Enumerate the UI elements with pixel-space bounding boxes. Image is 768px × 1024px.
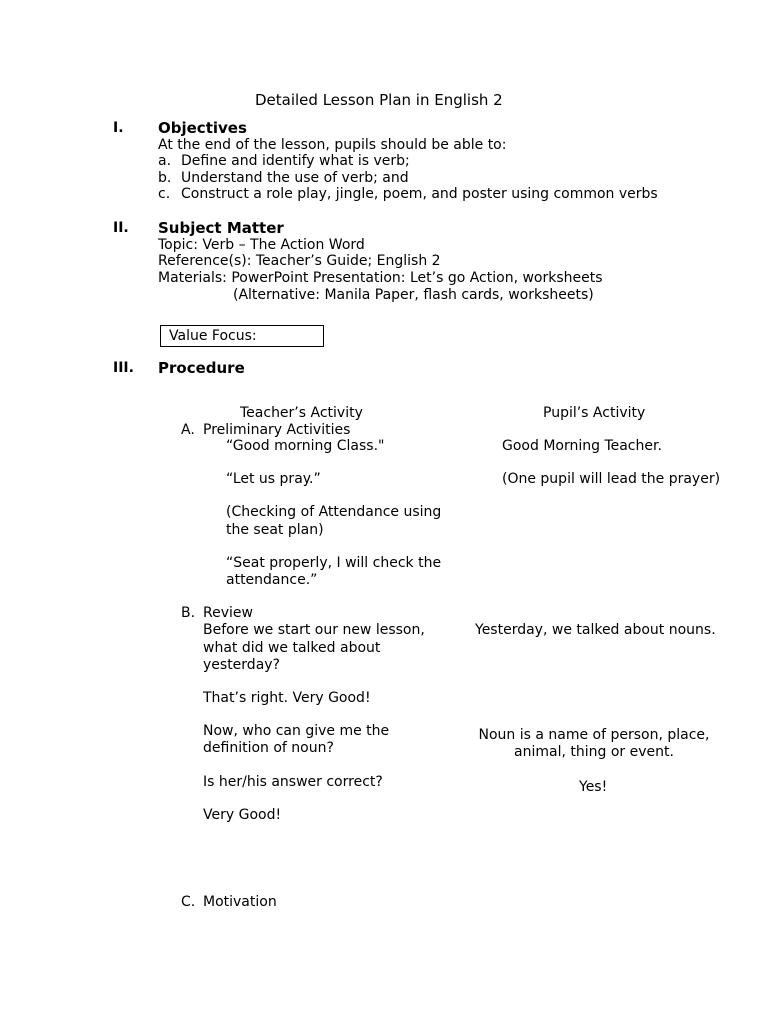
teacher-line: Now, who can give me the bbox=[203, 723, 390, 739]
procedure-marker-a: A. bbox=[181, 422, 195, 438]
procedure-marker-c: C. bbox=[181, 894, 196, 910]
teacher-line: attendance.” bbox=[226, 572, 318, 588]
subject-references: Reference(s): Teacher’s Guide; English 2 bbox=[158, 253, 441, 269]
objectives-intro: At the end of the lesson, pupils should be able to: bbox=[158, 137, 507, 153]
objective-item-b: Understand the use of verb; and bbox=[181, 170, 409, 186]
section-heading-objectives: Objectives bbox=[158, 119, 247, 137]
pupil-line: Yes! bbox=[579, 779, 608, 795]
section-heading-subject-matter: Subject Matter bbox=[158, 219, 284, 237]
procedure-label-review: Review bbox=[203, 605, 253, 621]
subject-alternative-materials: (Alternative: Manila Paper, flash cards, worksheets) bbox=[233, 287, 594, 303]
pupil-line: Noun is a name of person, place, bbox=[478, 727, 710, 743]
teacher-activity-column-header: Teacher’s Activity bbox=[240, 405, 363, 421]
teacher-line: what did we talked about bbox=[203, 640, 381, 656]
subject-materials: Materials: PowerPoint Presentation: Let’s go Action, worksheets bbox=[158, 270, 603, 286]
teacher-line: (Checking of Attendance using bbox=[226, 504, 442, 520]
subject-topic: Topic: Verb – The Action Word bbox=[158, 237, 365, 253]
pupil-activity-column-header: Pupil’s Activity bbox=[543, 405, 646, 421]
objective-item-a: Define and identify what is verb; bbox=[181, 153, 410, 169]
value-focus-label: Value Focus: bbox=[169, 328, 257, 344]
teacher-line: “Seat properly, I will check the bbox=[226, 555, 442, 571]
objective-marker-a: a. bbox=[158, 153, 172, 169]
objective-marker-b: b. bbox=[158, 170, 172, 186]
procedure-marker-b: B. bbox=[181, 605, 196, 621]
teacher-line: That’s right. Very Good! bbox=[203, 690, 371, 706]
pupil-line: Yesterday, we talked about nouns. bbox=[475, 622, 716, 638]
section-numeral-procedure: III. bbox=[113, 360, 134, 376]
document-title: Detailed Lesson Plan in English 2 bbox=[255, 91, 503, 109]
procedure-label-motivation: Motivation bbox=[203, 894, 277, 910]
pupil-line: Good Morning Teacher. bbox=[502, 438, 662, 454]
pupil-line: animal, thing or event. bbox=[514, 744, 674, 760]
objective-item-c: Construct a role play, jingle, poem, and poster using common verbs bbox=[181, 186, 658, 202]
teacher-line: “Good morning Class." bbox=[226, 438, 385, 454]
teacher-line: Before we start our new lesson, bbox=[203, 622, 425, 638]
section-heading-procedure: Procedure bbox=[158, 359, 245, 377]
teacher-line: the seat plan) bbox=[226, 522, 324, 538]
pupil-line: (One pupil will lead the prayer) bbox=[502, 471, 721, 487]
value-focus-box bbox=[160, 325, 324, 347]
objective-marker-c: c. bbox=[158, 186, 171, 202]
teacher-line: Very Good! bbox=[203, 807, 282, 823]
teacher-line: Is her/his answer correct? bbox=[203, 774, 383, 790]
teacher-line: “Let us pray.” bbox=[226, 471, 321, 487]
procedure-label-preliminary: Preliminary Activities bbox=[203, 422, 351, 438]
teacher-line: yesterday? bbox=[203, 657, 280, 673]
teacher-line: definition of noun? bbox=[203, 740, 334, 756]
section-numeral-objectives: I. bbox=[113, 120, 124, 136]
section-numeral-subject-matter: II. bbox=[113, 220, 129, 236]
